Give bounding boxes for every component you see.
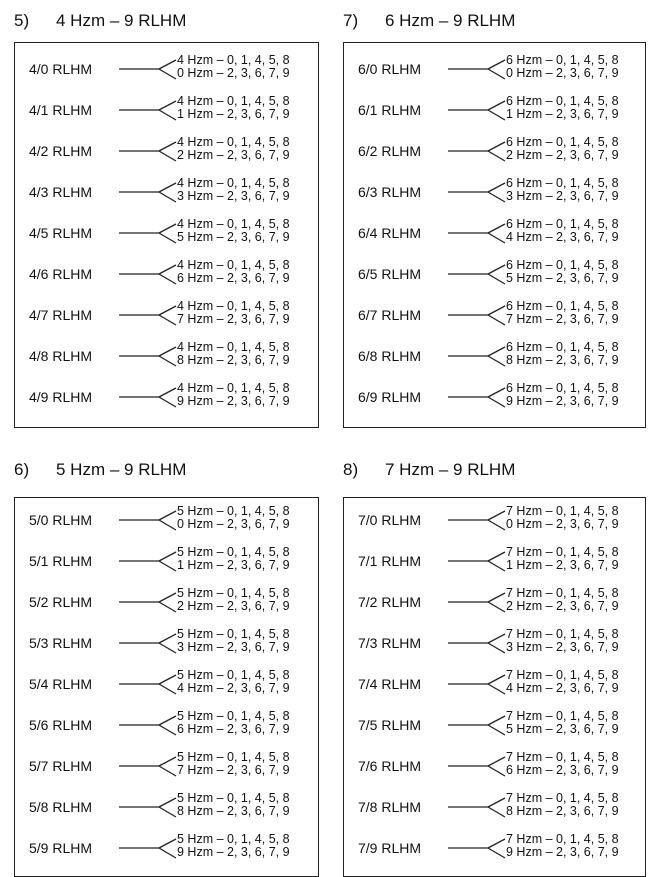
option-line-b: 4 Hzm – 2, 3, 6, 7, 9 — [177, 681, 290, 695]
option-line-a: 7 Hzm – 0, 1, 4, 5, 8 — [506, 709, 619, 723]
option-line-a: 5 Hzm – 0, 1, 4, 5, 8 — [177, 668, 290, 682]
option-line-a: 4 Hzm – 0, 1, 4, 5, 8 — [177, 176, 290, 190]
branch-connector-icon — [448, 588, 508, 616]
table-row — [344, 336, 645, 377]
branch-connector-icon — [119, 629, 179, 657]
table-row — [15, 582, 318, 623]
section-title: 6 Hzm – 9 RLHM — [385, 11, 516, 30]
branch-connector-icon — [119, 137, 179, 165]
branch-connector-icon — [119, 670, 179, 698]
option-line-a: 5 Hzm – 0, 1, 4, 5, 8 — [177, 791, 290, 805]
rlhm-label: 4/5 RLHM — [29, 225, 93, 241]
section-number: 5) — [14, 11, 30, 30]
table-row — [344, 49, 645, 90]
branch-connector-icon — [119, 711, 179, 739]
option-line-b: 8 Hzm – 2, 3, 6, 7, 9 — [177, 353, 290, 367]
table-row — [344, 377, 645, 418]
option-line-b: 2 Hzm – 2, 3, 6, 7, 9 — [177, 599, 290, 613]
rlhm-label: 7/2 RLHM — [358, 594, 422, 610]
option-line-a: 4 Hzm – 0, 1, 4, 5, 8 — [177, 258, 290, 272]
option-line-a: 6 Hzm – 0, 1, 4, 5, 8 — [506, 340, 619, 354]
section-header — [343, 457, 515, 483]
option-line-b: 5 Hzm – 2, 3, 6, 7, 9 — [506, 722, 619, 736]
rlhm-label: 4/6 RLHM — [29, 266, 93, 282]
option-line-b: 1 Hzm – 2, 3, 6, 7, 9 — [177, 558, 290, 572]
option-line-b: 9 Hzm – 2, 3, 6, 7, 9 — [506, 845, 619, 859]
branch-connector-icon — [119, 752, 179, 780]
option-line-b: 7 Hzm – 2, 3, 6, 7, 9 — [177, 763, 290, 777]
option-line-b: 3 Hzm – 2, 3, 6, 7, 9 — [177, 640, 290, 654]
option-line-a: 5 Hzm – 0, 1, 4, 5, 8 — [177, 545, 290, 559]
option-line-b: 1 Hzm – 2, 3, 6, 7, 9 — [506, 107, 619, 121]
table-row — [344, 828, 645, 869]
option-line-a: 4 Hzm – 0, 1, 4, 5, 8 — [177, 381, 290, 395]
option-line-a: 6 Hzm – 0, 1, 4, 5, 8 — [506, 381, 619, 395]
rlhm-label: 6/8 RLHM — [358, 348, 422, 364]
section-box — [343, 42, 646, 428]
branch-connector-icon — [119, 506, 179, 534]
option-line-b: 5 Hzm – 2, 3, 6, 7, 9 — [177, 230, 290, 244]
table-row — [344, 705, 645, 746]
option-line-a: 7 Hzm – 0, 1, 4, 5, 8 — [506, 668, 619, 682]
option-line-b: 9 Hzm – 2, 3, 6, 7, 9 — [177, 394, 290, 408]
option-line-b: 7 Hzm – 2, 3, 6, 7, 9 — [506, 312, 619, 326]
branch-connector-icon — [448, 629, 508, 657]
table-row — [344, 254, 645, 295]
rlhm-label: 5/8 RLHM — [29, 799, 93, 815]
option-line-b: 8 Hzm – 2, 3, 6, 7, 9 — [506, 353, 619, 367]
option-line-b: 3 Hzm – 2, 3, 6, 7, 9 — [506, 640, 619, 654]
option-line-b: 9 Hzm – 2, 3, 6, 7, 9 — [177, 845, 290, 859]
option-line-a: 4 Hzm – 0, 1, 4, 5, 8 — [177, 53, 290, 67]
branch-connector-icon — [119, 178, 179, 206]
branch-connector-icon — [448, 96, 508, 124]
option-line-a: 5 Hzm – 0, 1, 4, 5, 8 — [177, 504, 290, 518]
rlhm-label: 6/5 RLHM — [358, 266, 422, 282]
rlhm-label: 4/1 RLHM — [29, 102, 93, 118]
branch-connector-icon — [448, 342, 508, 370]
option-line-a: 5 Hzm – 0, 1, 4, 5, 8 — [177, 586, 290, 600]
table-row — [344, 746, 645, 787]
branch-connector-icon — [448, 670, 508, 698]
branch-connector-icon — [119, 55, 179, 83]
option-line-b: 3 Hzm – 2, 3, 6, 7, 9 — [506, 189, 619, 203]
option-line-b: 9 Hzm – 2, 3, 6, 7, 9 — [506, 394, 619, 408]
option-line-a: 5 Hzm – 0, 1, 4, 5, 8 — [177, 709, 290, 723]
option-line-a: 6 Hzm – 0, 1, 4, 5, 8 — [506, 299, 619, 313]
rlhm-label: 7/8 RLHM — [358, 799, 422, 815]
rlhm-label: 4/0 RLHM — [29, 61, 93, 77]
branch-connector-icon — [119, 793, 179, 821]
rlhm-label: 5/6 RLHM — [29, 717, 93, 733]
table-row — [344, 131, 645, 172]
option-line-b: 2 Hzm – 2, 3, 6, 7, 9 — [506, 599, 619, 613]
table-row — [344, 90, 645, 131]
option-line-b: 4 Hzm – 2, 3, 6, 7, 9 — [506, 681, 619, 695]
option-line-b: 0 Hzm – 2, 3, 6, 7, 9 — [506, 517, 619, 531]
table-row — [15, 664, 318, 705]
branch-connector-icon — [448, 55, 508, 83]
option-line-b: 6 Hzm – 2, 3, 6, 7, 9 — [506, 763, 619, 777]
option-line-b: 2 Hzm – 2, 3, 6, 7, 9 — [177, 148, 290, 162]
rlhm-label: 4/2 RLHM — [29, 143, 93, 159]
branch-connector-icon — [448, 834, 508, 862]
branch-connector-icon — [448, 383, 508, 411]
table-row — [15, 131, 318, 172]
rlhm-label: 7/3 RLHM — [358, 635, 422, 651]
section-header — [343, 8, 515, 34]
branch-connector-icon — [119, 96, 179, 124]
branch-connector-icon — [448, 219, 508, 247]
rlhm-label: 4/3 RLHM — [29, 184, 93, 200]
section-header — [14, 457, 186, 483]
table-row — [15, 377, 318, 418]
option-line-a: 6 Hzm – 0, 1, 4, 5, 8 — [506, 258, 619, 272]
option-line-b: 0 Hzm – 2, 3, 6, 7, 9 — [177, 66, 290, 80]
rlhm-label: 6/7 RLHM — [358, 307, 422, 323]
option-line-a: 5 Hzm – 0, 1, 4, 5, 8 — [177, 627, 290, 641]
table-row — [15, 623, 318, 664]
branch-connector-icon — [119, 219, 179, 247]
option-line-b: 7 Hzm – 2, 3, 6, 7, 9 — [177, 312, 290, 326]
option-line-a: 6 Hzm – 0, 1, 4, 5, 8 — [506, 217, 619, 231]
option-line-a: 7 Hzm – 0, 1, 4, 5, 8 — [506, 627, 619, 641]
rlhm-label: 5/0 RLHM — [29, 512, 93, 528]
option-line-a: 7 Hzm – 0, 1, 4, 5, 8 — [506, 504, 619, 518]
branch-connector-icon — [448, 752, 508, 780]
option-line-a: 5 Hzm – 0, 1, 4, 5, 8 — [177, 750, 290, 764]
section-box — [14, 497, 319, 877]
option-line-b: 0 Hzm – 2, 3, 6, 7, 9 — [177, 517, 290, 531]
branch-connector-icon — [448, 506, 508, 534]
option-line-b: 1 Hzm – 2, 3, 6, 7, 9 — [506, 558, 619, 572]
table-row — [15, 254, 318, 295]
table-row — [15, 336, 318, 377]
rlhm-label: 7/1 RLHM — [358, 553, 422, 569]
table-row — [15, 172, 318, 213]
option-line-a: 6 Hzm – 0, 1, 4, 5, 8 — [506, 176, 619, 190]
branch-connector-icon — [119, 342, 179, 370]
table-row — [344, 582, 645, 623]
table-row — [344, 500, 645, 541]
branch-connector-icon — [448, 178, 508, 206]
option-line-a: 7 Hzm – 0, 1, 4, 5, 8 — [506, 586, 619, 600]
branch-connector-icon — [448, 711, 508, 739]
table-row — [15, 49, 318, 90]
table-row — [344, 623, 645, 664]
section-number: 6) — [14, 460, 30, 479]
section-title: 7 Hzm – 9 RLHM — [385, 460, 516, 479]
branch-connector-icon — [119, 260, 179, 288]
rlhm-label: 6/1 RLHM — [358, 102, 422, 118]
option-line-a: 4 Hzm – 0, 1, 4, 5, 8 — [177, 135, 290, 149]
table-row — [15, 213, 318, 254]
rlhm-label: 6/4 RLHM — [358, 225, 422, 241]
option-line-b: 6 Hzm – 2, 3, 6, 7, 9 — [177, 722, 290, 736]
option-line-a: 6 Hzm – 0, 1, 4, 5, 8 — [506, 135, 619, 149]
table-row — [15, 295, 318, 336]
rlhm-label: 6/0 RLHM — [358, 61, 422, 77]
option-line-a: 6 Hzm – 0, 1, 4, 5, 8 — [506, 53, 619, 67]
table-row — [15, 500, 318, 541]
table-row — [344, 664, 645, 705]
option-line-a: 4 Hzm – 0, 1, 4, 5, 8 — [177, 94, 290, 108]
rlhm-label: 7/4 RLHM — [358, 676, 422, 692]
rlhm-label: 7/6 RLHM — [358, 758, 422, 774]
section-number: 8) — [343, 460, 359, 479]
branch-connector-icon — [448, 547, 508, 575]
rlhm-label: 5/3 RLHM — [29, 635, 93, 651]
rlhm-label: 5/1 RLHM — [29, 553, 93, 569]
rlhm-label: 7/9 RLHM — [358, 840, 422, 856]
table-row — [344, 172, 645, 213]
rlhm-label: 7/0 RLHM — [358, 512, 422, 528]
table-row — [15, 828, 318, 869]
table-row — [344, 295, 645, 336]
option-line-a: 4 Hzm – 0, 1, 4, 5, 8 — [177, 299, 290, 313]
branch-connector-icon — [119, 383, 179, 411]
rlhm-label: 4/9 RLHM — [29, 389, 93, 405]
table-row — [15, 746, 318, 787]
rlhm-label: 5/7 RLHM — [29, 758, 93, 774]
option-line-b: 1 Hzm – 2, 3, 6, 7, 9 — [177, 107, 290, 121]
option-line-a: 4 Hzm – 0, 1, 4, 5, 8 — [177, 217, 290, 231]
section-box — [343, 497, 646, 877]
branch-connector-icon — [448, 137, 508, 165]
rlhm-label: 5/9 RLHM — [29, 840, 93, 856]
option-line-b: 6 Hzm – 2, 3, 6, 7, 9 — [177, 271, 290, 285]
option-line-a: 7 Hzm – 0, 1, 4, 5, 8 — [506, 791, 619, 805]
option-line-b: 5 Hzm – 2, 3, 6, 7, 9 — [506, 271, 619, 285]
rlhm-label: 4/7 RLHM — [29, 307, 93, 323]
rlhm-label: 6/9 RLHM — [358, 389, 422, 405]
option-line-b: 8 Hzm – 2, 3, 6, 7, 9 — [177, 804, 290, 818]
option-line-b: 0 Hzm – 2, 3, 6, 7, 9 — [506, 66, 619, 80]
rlhm-label: 4/8 RLHM — [29, 348, 93, 364]
rlhm-label: 6/2 RLHM — [358, 143, 422, 159]
option-line-a: 7 Hzm – 0, 1, 4, 5, 8 — [506, 832, 619, 846]
branch-connector-icon — [448, 260, 508, 288]
section-title: 5 Hzm – 9 RLHM — [56, 460, 187, 479]
branch-connector-icon — [119, 834, 179, 862]
section-number: 7) — [343, 11, 359, 30]
rlhm-label: 5/2 RLHM — [29, 594, 93, 610]
option-line-a: 7 Hzm – 0, 1, 4, 5, 8 — [506, 750, 619, 764]
option-line-b: 3 Hzm – 2, 3, 6, 7, 9 — [177, 189, 290, 203]
section-box — [14, 42, 319, 428]
branch-connector-icon — [448, 301, 508, 329]
table-row — [344, 787, 645, 828]
option-line-b: 4 Hzm – 2, 3, 6, 7, 9 — [506, 230, 619, 244]
table-row — [15, 90, 318, 131]
section-title: 4 Hzm – 9 RLHM — [56, 11, 187, 30]
rlhm-label: 7/5 RLHM — [358, 717, 422, 733]
table-row — [15, 705, 318, 746]
option-line-b: 8 Hzm – 2, 3, 6, 7, 9 — [506, 804, 619, 818]
table-row — [344, 541, 645, 582]
option-line-a: 7 Hzm – 0, 1, 4, 5, 8 — [506, 545, 619, 559]
option-line-a: 5 Hzm – 0, 1, 4, 5, 8 — [177, 832, 290, 846]
option-line-a: 6 Hzm – 0, 1, 4, 5, 8 — [506, 94, 619, 108]
table-row — [15, 787, 318, 828]
table-row — [344, 213, 645, 254]
rlhm-label: 6/3 RLHM — [358, 184, 422, 200]
branch-connector-icon — [119, 588, 179, 616]
branch-connector-icon — [119, 547, 179, 575]
option-line-b: 2 Hzm – 2, 3, 6, 7, 9 — [506, 148, 619, 162]
branch-connector-icon — [119, 301, 179, 329]
branch-connector-icon — [448, 793, 508, 821]
table-row — [15, 541, 318, 582]
rlhm-label: 5/4 RLHM — [29, 676, 93, 692]
section-header — [14, 8, 186, 34]
option-line-a: 4 Hzm – 0, 1, 4, 5, 8 — [177, 340, 290, 354]
